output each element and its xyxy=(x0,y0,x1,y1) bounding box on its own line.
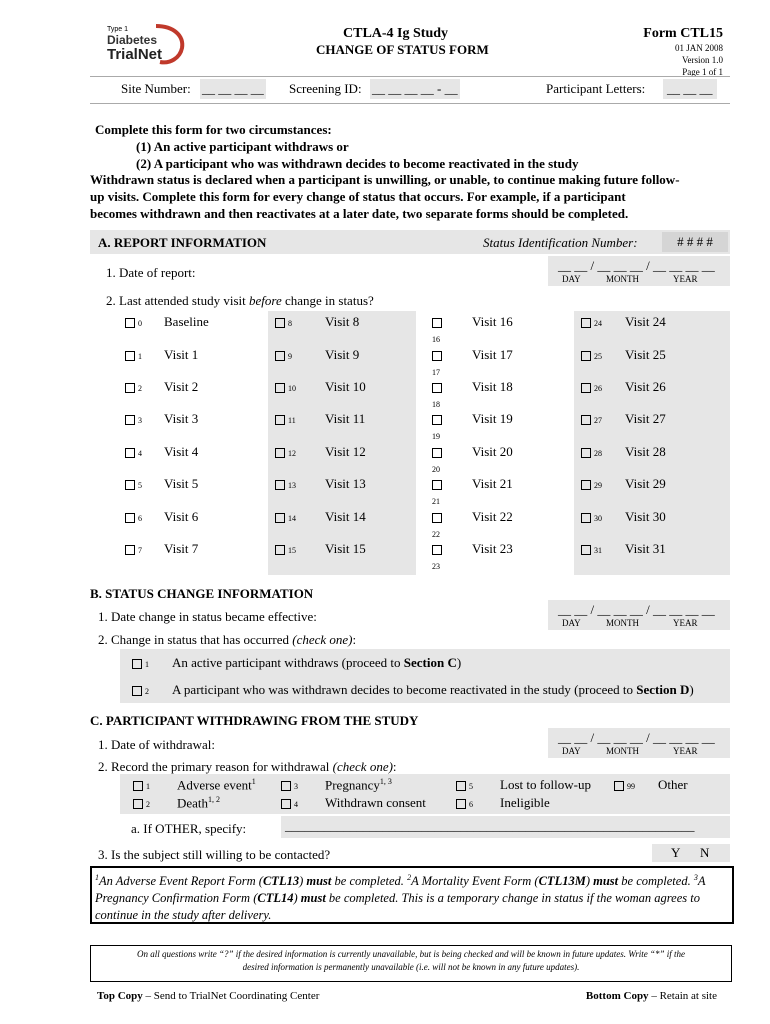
footer-bottom-copy-label: Bottom Copy xyxy=(585,990,649,1002)
visit-code: 8 xyxy=(288,319,292,328)
reason-label: Death xyxy=(177,795,209,811)
section-c-q1: 1. Date of withdrawal: xyxy=(98,737,215,752)
visit-option[interactable] xyxy=(125,476,199,492)
visit-code: 30 xyxy=(594,514,602,523)
trialnet-logo-graphic xyxy=(104,22,186,68)
visit-label: Visit 26 xyxy=(625,379,666,394)
checkbox[interactable] xyxy=(125,545,135,555)
visit-code: 21 xyxy=(432,497,440,506)
visit-label: Visit 17 xyxy=(472,347,513,362)
reason-pregnancy[interactable] xyxy=(281,777,392,793)
checkbox[interactable] xyxy=(581,351,591,361)
visit-code: 28 xyxy=(594,449,602,458)
form-id: Form CTL15 xyxy=(643,26,723,41)
visit-label: Visit 6 xyxy=(164,509,199,524)
footer-top-copy-label: Top Copy xyxy=(97,990,143,1002)
checkbox[interactable] xyxy=(132,686,142,696)
visit-option[interactable] xyxy=(125,444,199,460)
reason-withdrawn-consent[interactable] xyxy=(281,795,426,811)
visit-option[interactable] xyxy=(275,411,366,427)
visit-option[interactable] xyxy=(432,347,513,377)
withdrawal-year-label: YEAR xyxy=(673,746,698,756)
visit-label: Baseline xyxy=(164,314,209,329)
checkbox[interactable] xyxy=(432,351,442,361)
checkbox[interactable] xyxy=(614,781,624,791)
visit-code: 4 xyxy=(138,449,142,458)
b-q2-post: : xyxy=(352,632,357,647)
section-a-title: A. REPORT INFORMATION xyxy=(98,235,267,250)
visit-option[interactable] xyxy=(581,379,666,395)
withdrawal-day-label: DAY xyxy=(562,746,581,756)
footnote-form-ctl13: CTL13 xyxy=(262,874,300,889)
visit-code: 13 xyxy=(288,481,296,490)
visit-label: Visit 2 xyxy=(164,379,199,394)
footnote-text: ) xyxy=(299,874,307,889)
visit-code: 25 xyxy=(594,352,602,361)
section-b-title: B. STATUS CHANGE INFORMATION xyxy=(90,586,314,601)
status-option-reactivated[interactable] xyxy=(132,682,694,698)
checkbox[interactable] xyxy=(581,318,591,328)
visit-code: 15 xyxy=(288,546,296,555)
visit-code: 20 xyxy=(432,465,440,474)
intro-line-5: up visits. Complete this form for every change of status that occurs. For example, if a participant xyxy=(90,189,626,204)
visit-code: 24 xyxy=(594,319,602,328)
withdrawal-month-label: MONTH xyxy=(606,746,639,756)
status-change-year-label: YEAR xyxy=(673,618,698,628)
visit-code: 10 xyxy=(288,384,296,393)
visit-label: Visit 8 xyxy=(325,314,360,329)
status-change-date-field[interactable] xyxy=(548,600,730,630)
participant-letters-field[interactable]: __ __ __ xyxy=(663,79,717,99)
status-change-day-label: DAY xyxy=(562,618,581,628)
visit-option[interactable] xyxy=(432,411,513,441)
reason-ineligible[interactable] xyxy=(456,795,550,811)
visit-option[interactable] xyxy=(432,314,513,344)
contact-yn-field xyxy=(652,844,730,862)
checkbox[interactable] xyxy=(432,545,442,555)
visit-label: Visit 27 xyxy=(625,411,666,426)
visit-option[interactable] xyxy=(275,379,366,395)
reason-label: Withdrawn consent xyxy=(325,795,426,810)
footnote-form-ctl14: CTL14 xyxy=(257,891,294,906)
checkbox[interactable] xyxy=(432,480,442,490)
checkbox[interactable] xyxy=(432,513,442,523)
logo-line1: Type 1 xyxy=(107,26,129,33)
reason-code: 99 xyxy=(627,782,635,791)
visit-label: Visit 21 xyxy=(472,476,513,491)
visit-label: Visit 7 xyxy=(164,541,199,556)
footnote-text: A Mortality Event Form ( xyxy=(411,874,539,889)
checkbox[interactable] xyxy=(275,480,285,490)
visit-option[interactable] xyxy=(125,347,199,363)
reason-adverse-event[interactable] xyxy=(133,777,256,793)
visit-code: 11 xyxy=(288,416,296,425)
visit-option[interactable] xyxy=(432,444,513,474)
form-title: CHANGE OF STATUS FORM xyxy=(316,42,489,57)
c-q2-pre: 2. Record the primary reason for withdrawal xyxy=(98,759,333,774)
checkbox[interactable] xyxy=(275,545,285,555)
participant-letters-label: Participant Letters: xyxy=(546,81,646,96)
visit-label: Visit 28 xyxy=(625,444,666,459)
footer-top-copy xyxy=(97,990,319,1002)
checkbox[interactable] xyxy=(581,415,591,425)
checkbox[interactable] xyxy=(432,383,442,393)
checkbox[interactable] xyxy=(125,318,135,328)
b-q2-pre: 2. Change in status that has occurred xyxy=(98,632,293,647)
visit-option[interactable] xyxy=(432,541,513,571)
reason-death[interactable] xyxy=(133,795,221,811)
checkbox[interactable] xyxy=(125,351,135,361)
checkbox[interactable] xyxy=(432,318,442,328)
footnote-form-ctl13m: CTL13M xyxy=(538,874,586,889)
footer-bottom-copy xyxy=(586,990,717,1002)
checkbox[interactable] xyxy=(275,513,285,523)
reason-code: 1 xyxy=(146,782,150,791)
screening-id-field[interactable]: __ __ __ __ - __ xyxy=(370,79,460,99)
checkbox[interactable] xyxy=(275,351,285,361)
reason-code: 2 xyxy=(146,800,150,809)
q2-text-pre: 2. Last attended study visit xyxy=(106,293,249,308)
visit-option[interactable] xyxy=(125,314,209,330)
q2-text-italic: before xyxy=(248,293,282,308)
visit-code: 18 xyxy=(432,400,440,409)
checkbox[interactable] xyxy=(125,448,135,458)
checkbox[interactable] xyxy=(275,318,285,328)
visit-label: Visit 14 xyxy=(325,509,366,524)
logo-line3: TrialNet xyxy=(107,46,163,63)
visit-code: 14 xyxy=(288,514,296,523)
visit-option[interactable] xyxy=(275,541,366,557)
visit-code: 19 xyxy=(432,432,440,441)
footnote-must: must xyxy=(300,891,326,906)
form-date: 01 JAN 2008 xyxy=(674,43,723,53)
option-code: 1 xyxy=(145,660,149,669)
footnote-2-marker: 2 xyxy=(407,873,412,882)
visit-option[interactable] xyxy=(125,509,199,525)
footnote-text: be xyxy=(618,874,634,889)
withdrawal-date-field[interactable] xyxy=(548,728,730,758)
reason-label: Adverse event xyxy=(177,777,252,793)
visit-label: Visit 20 xyxy=(472,444,513,459)
reason-label: Lost to follow-up xyxy=(500,777,591,792)
footnote-1-marker: 1 xyxy=(95,873,99,882)
visit-code: 29 xyxy=(594,481,602,490)
visit-label: Visit 29 xyxy=(625,476,666,491)
reason-code: 4 xyxy=(294,800,298,809)
visit-code: 27 xyxy=(594,416,602,425)
visit-option[interactable] xyxy=(432,379,513,409)
reason-text xyxy=(325,777,392,793)
visit-label: Visit 30 xyxy=(625,509,666,524)
visit-option[interactable] xyxy=(275,476,366,492)
section-a-q1: 1. Date of report: xyxy=(106,265,196,280)
intro-line-6: becomes withdrawn and then reactivates at a later date, two separate forms should be completed. xyxy=(90,206,629,221)
section-c-q3: 3. Is the subject still willing to be contacted? xyxy=(98,847,331,862)
visit-label: Visit 25 xyxy=(625,347,666,362)
reason-code: 3 xyxy=(294,782,298,791)
footnote-text: ) xyxy=(585,874,594,889)
form-version: Version 1.0 xyxy=(682,55,723,65)
section-b-q1: 1. Date change in status became effective: xyxy=(98,609,317,624)
visit-label: Visit 12 xyxy=(325,444,366,459)
visit-label: Visit 5 xyxy=(164,476,199,491)
section-c-q2 xyxy=(98,759,397,775)
visit-option[interactable] xyxy=(581,347,666,363)
visit-option[interactable] xyxy=(581,509,666,525)
trialnet-logo xyxy=(104,22,186,68)
checkbox[interactable] xyxy=(456,781,466,791)
option-text xyxy=(172,655,461,671)
visit-label: Visit 3 xyxy=(164,411,199,426)
option-text xyxy=(172,682,694,698)
visit-code: 9 xyxy=(288,352,292,361)
visit-code: 2 xyxy=(138,384,142,393)
option-text-pre: A participant who was withdrawn decides to become reactivated in the study (proceed to xyxy=(172,682,637,697)
visit-label: Visit 16 xyxy=(472,314,513,329)
visit-code: 26 xyxy=(594,384,602,393)
notice-line-1: On all questions write “?” if the desired information is currently unavailable, but is being checked and will be known in future updates. Write “*” if the xyxy=(137,949,685,959)
checkbox[interactable] xyxy=(281,781,291,791)
report-date-year-label: YEAR xyxy=(673,274,698,284)
logo-line2: Diabetes xyxy=(107,33,158,47)
footnote-text: ) xyxy=(293,891,301,906)
checkbox[interactable] xyxy=(125,383,135,393)
footnote-text: completed. xyxy=(636,874,694,889)
report-date-field[interactable] xyxy=(548,256,730,286)
contact-yes-option[interactable]: Y xyxy=(671,845,681,860)
checkbox[interactable] xyxy=(581,545,591,555)
b-q2-italic: (check one) xyxy=(292,632,353,647)
footer-top-copy-text: – Send to TrialNet Coordinating Center xyxy=(142,990,320,1002)
site-number-field[interactable]: __ __ __ __ xyxy=(200,79,266,99)
report-date-day-label: DAY xyxy=(562,274,581,284)
notice-box xyxy=(90,945,732,982)
visit-label: Visit 23 xyxy=(472,541,513,556)
intro-line-3: (2) A participant who was withdrawn decides to become reactivated in the study xyxy=(136,156,579,171)
reason-code: 5 xyxy=(469,782,473,791)
reason-other[interactable] xyxy=(614,777,688,793)
intro-line-4: Withdrawn status is declared when a participant is unwilling, or unable, to continue making future follow- xyxy=(90,172,680,187)
reason-label: Pregnancy xyxy=(325,777,380,793)
status-id-label: Status Identification Number: xyxy=(483,235,638,250)
visit-label: Visit 10 xyxy=(325,379,366,394)
option-text-post: ) xyxy=(456,655,462,670)
visit-option[interactable] xyxy=(432,476,513,506)
visit-code: 5 xyxy=(138,481,142,490)
visit-code: 31 xyxy=(594,546,602,555)
screening-id-label: Screening ID: xyxy=(289,81,362,96)
footnote-text: the woman agrees to continue in the study after delivery. xyxy=(95,891,700,923)
visit-label: Visit 4 xyxy=(164,444,199,459)
checkbox[interactable] xyxy=(275,383,285,393)
reason-text xyxy=(177,795,220,811)
contact-no-option[interactable]: N xyxy=(700,845,710,860)
visit-option[interactable] xyxy=(275,347,360,363)
visit-label: Visit 18 xyxy=(472,379,513,394)
reason-footnote-ref: 1 xyxy=(251,777,256,786)
visit-option[interactable] xyxy=(125,379,199,395)
notice-line-2: desired information is permanently unavailable (i.e. will not be known in any future updates). xyxy=(242,962,580,972)
report-date-month-label: MONTH xyxy=(606,274,639,284)
section-c-title: C. PARTICIPANT WITHDRAWING FROM THE STUDY xyxy=(90,713,419,728)
reason-lost-to-follow-up[interactable] xyxy=(456,777,591,793)
checkbox[interactable] xyxy=(125,513,135,523)
option-text-post: ) xyxy=(689,682,694,697)
checkbox[interactable] xyxy=(275,448,285,458)
other-specify-field[interactable] xyxy=(281,816,730,838)
visit-label: Visit 1 xyxy=(164,347,199,362)
visit-option[interactable] xyxy=(275,509,366,525)
visit-label: Visit 19 xyxy=(472,411,513,426)
checkbox[interactable] xyxy=(281,799,291,809)
footnote-text: An Adverse Event Report Form ( xyxy=(99,874,263,889)
visit-code: 6 xyxy=(138,514,142,523)
status-change-date-blanks: __ __ / __ __ __ / __ __ __ __ xyxy=(558,602,715,617)
checkbox[interactable] xyxy=(125,415,135,425)
footnote-must: must xyxy=(593,874,619,889)
visit-label: Visit 9 xyxy=(325,347,360,362)
visit-code: 0 xyxy=(138,319,142,328)
visit-option[interactable] xyxy=(581,411,666,427)
reason-footnote-ref: 1, 3 xyxy=(379,777,392,786)
c-q2-post: : xyxy=(392,759,397,774)
footer-bottom-copy-text: – Retain at site xyxy=(648,990,717,1002)
checkbox[interactable] xyxy=(132,659,142,669)
visit-code: 23 xyxy=(432,562,440,571)
visit-option[interactable] xyxy=(275,314,360,330)
withdrawal-date-blanks: __ __ / __ __ __ / __ __ __ __ xyxy=(558,730,715,745)
option-code: 2 xyxy=(145,687,149,696)
visit-code: 12 xyxy=(288,449,296,458)
checkbox[interactable] xyxy=(581,513,591,523)
reason-footnote-ref: 1, 2 xyxy=(208,795,221,804)
checkbox[interactable] xyxy=(275,415,285,425)
visit-option[interactable] xyxy=(275,444,366,460)
checkbox[interactable] xyxy=(133,781,143,791)
visit-option[interactable] xyxy=(125,411,199,427)
reason-text xyxy=(177,777,256,793)
footnote-text: be completed. xyxy=(331,874,408,889)
footnote-text: be completed. This is a temporary change in status if xyxy=(325,891,594,906)
footnote-must: must xyxy=(306,874,332,889)
intro-line-1: Complete this form for two circumstances: xyxy=(95,122,332,137)
reason-label: Other xyxy=(658,777,688,792)
visit-option[interactable] xyxy=(581,444,666,460)
visit-label: Visit 13 xyxy=(325,476,366,491)
visit-code: 1 xyxy=(138,352,142,361)
report-date-blanks: __ __ / __ __ __ / __ __ __ __ xyxy=(558,258,715,273)
option-text-section: Section D xyxy=(636,682,690,697)
visit-code: 7 xyxy=(138,546,142,555)
checkbox[interactable] xyxy=(456,799,466,809)
site-number-label: Site Number: xyxy=(121,81,191,96)
other-specify-line: _______________________________________________________________ xyxy=(285,818,695,833)
checkbox[interactable] xyxy=(133,799,143,809)
visit-label: Visit 15 xyxy=(325,541,366,556)
q2-text-post: change in status? xyxy=(281,293,374,308)
checkbox[interactable] xyxy=(581,383,591,393)
status-change-month-label: MONTH xyxy=(606,618,639,628)
status-option-withdraws[interactable] xyxy=(132,655,462,671)
visit-code: 17 xyxy=(432,368,440,377)
form-page: Page 1 of 1 xyxy=(682,67,723,77)
c-q2-italic: (check one) xyxy=(332,759,393,774)
visit-option[interactable] xyxy=(581,541,666,557)
status-id-field[interactable]: # # # # xyxy=(662,232,728,252)
footnote-3-marker: 3 xyxy=(693,873,698,882)
intro-line-2: (1) An active participant withdraws or xyxy=(136,139,349,154)
visit-label: Visit 31 xyxy=(625,541,666,556)
checkbox[interactable] xyxy=(432,448,442,458)
checkbox[interactable] xyxy=(581,480,591,490)
visit-option[interactable] xyxy=(432,509,513,539)
visit-option[interactable] xyxy=(581,314,666,330)
visit-option[interactable] xyxy=(581,476,666,492)
visit-label: Visit 22 xyxy=(472,509,513,524)
section-a-q2 xyxy=(106,293,374,309)
reason-label: Ineligible xyxy=(500,795,550,810)
checkbox[interactable] xyxy=(432,415,442,425)
option-text-pre: An active participant withdraws (proceed to xyxy=(172,655,404,670)
checkbox[interactable] xyxy=(125,480,135,490)
other-specify-label: a. If OTHER, specify: xyxy=(131,821,247,836)
visit-code: 3 xyxy=(138,416,142,425)
section-b-q2 xyxy=(98,632,356,648)
footnote-text: A Pregnancy Confirmation Form ( xyxy=(95,874,706,906)
reason-code: 6 xyxy=(469,800,473,809)
study-title: CTLA-4 Ig Study xyxy=(343,26,449,41)
visit-label: Visit 11 xyxy=(325,411,366,426)
option-text-section: Section C xyxy=(403,655,457,670)
visit-option[interactable] xyxy=(125,541,199,557)
footnote-box xyxy=(90,866,734,924)
visit-code: 16 xyxy=(432,335,440,344)
checkbox[interactable] xyxy=(581,448,591,458)
visit-label: Visit 24 xyxy=(625,314,666,329)
visit-code: 22 xyxy=(432,530,440,539)
